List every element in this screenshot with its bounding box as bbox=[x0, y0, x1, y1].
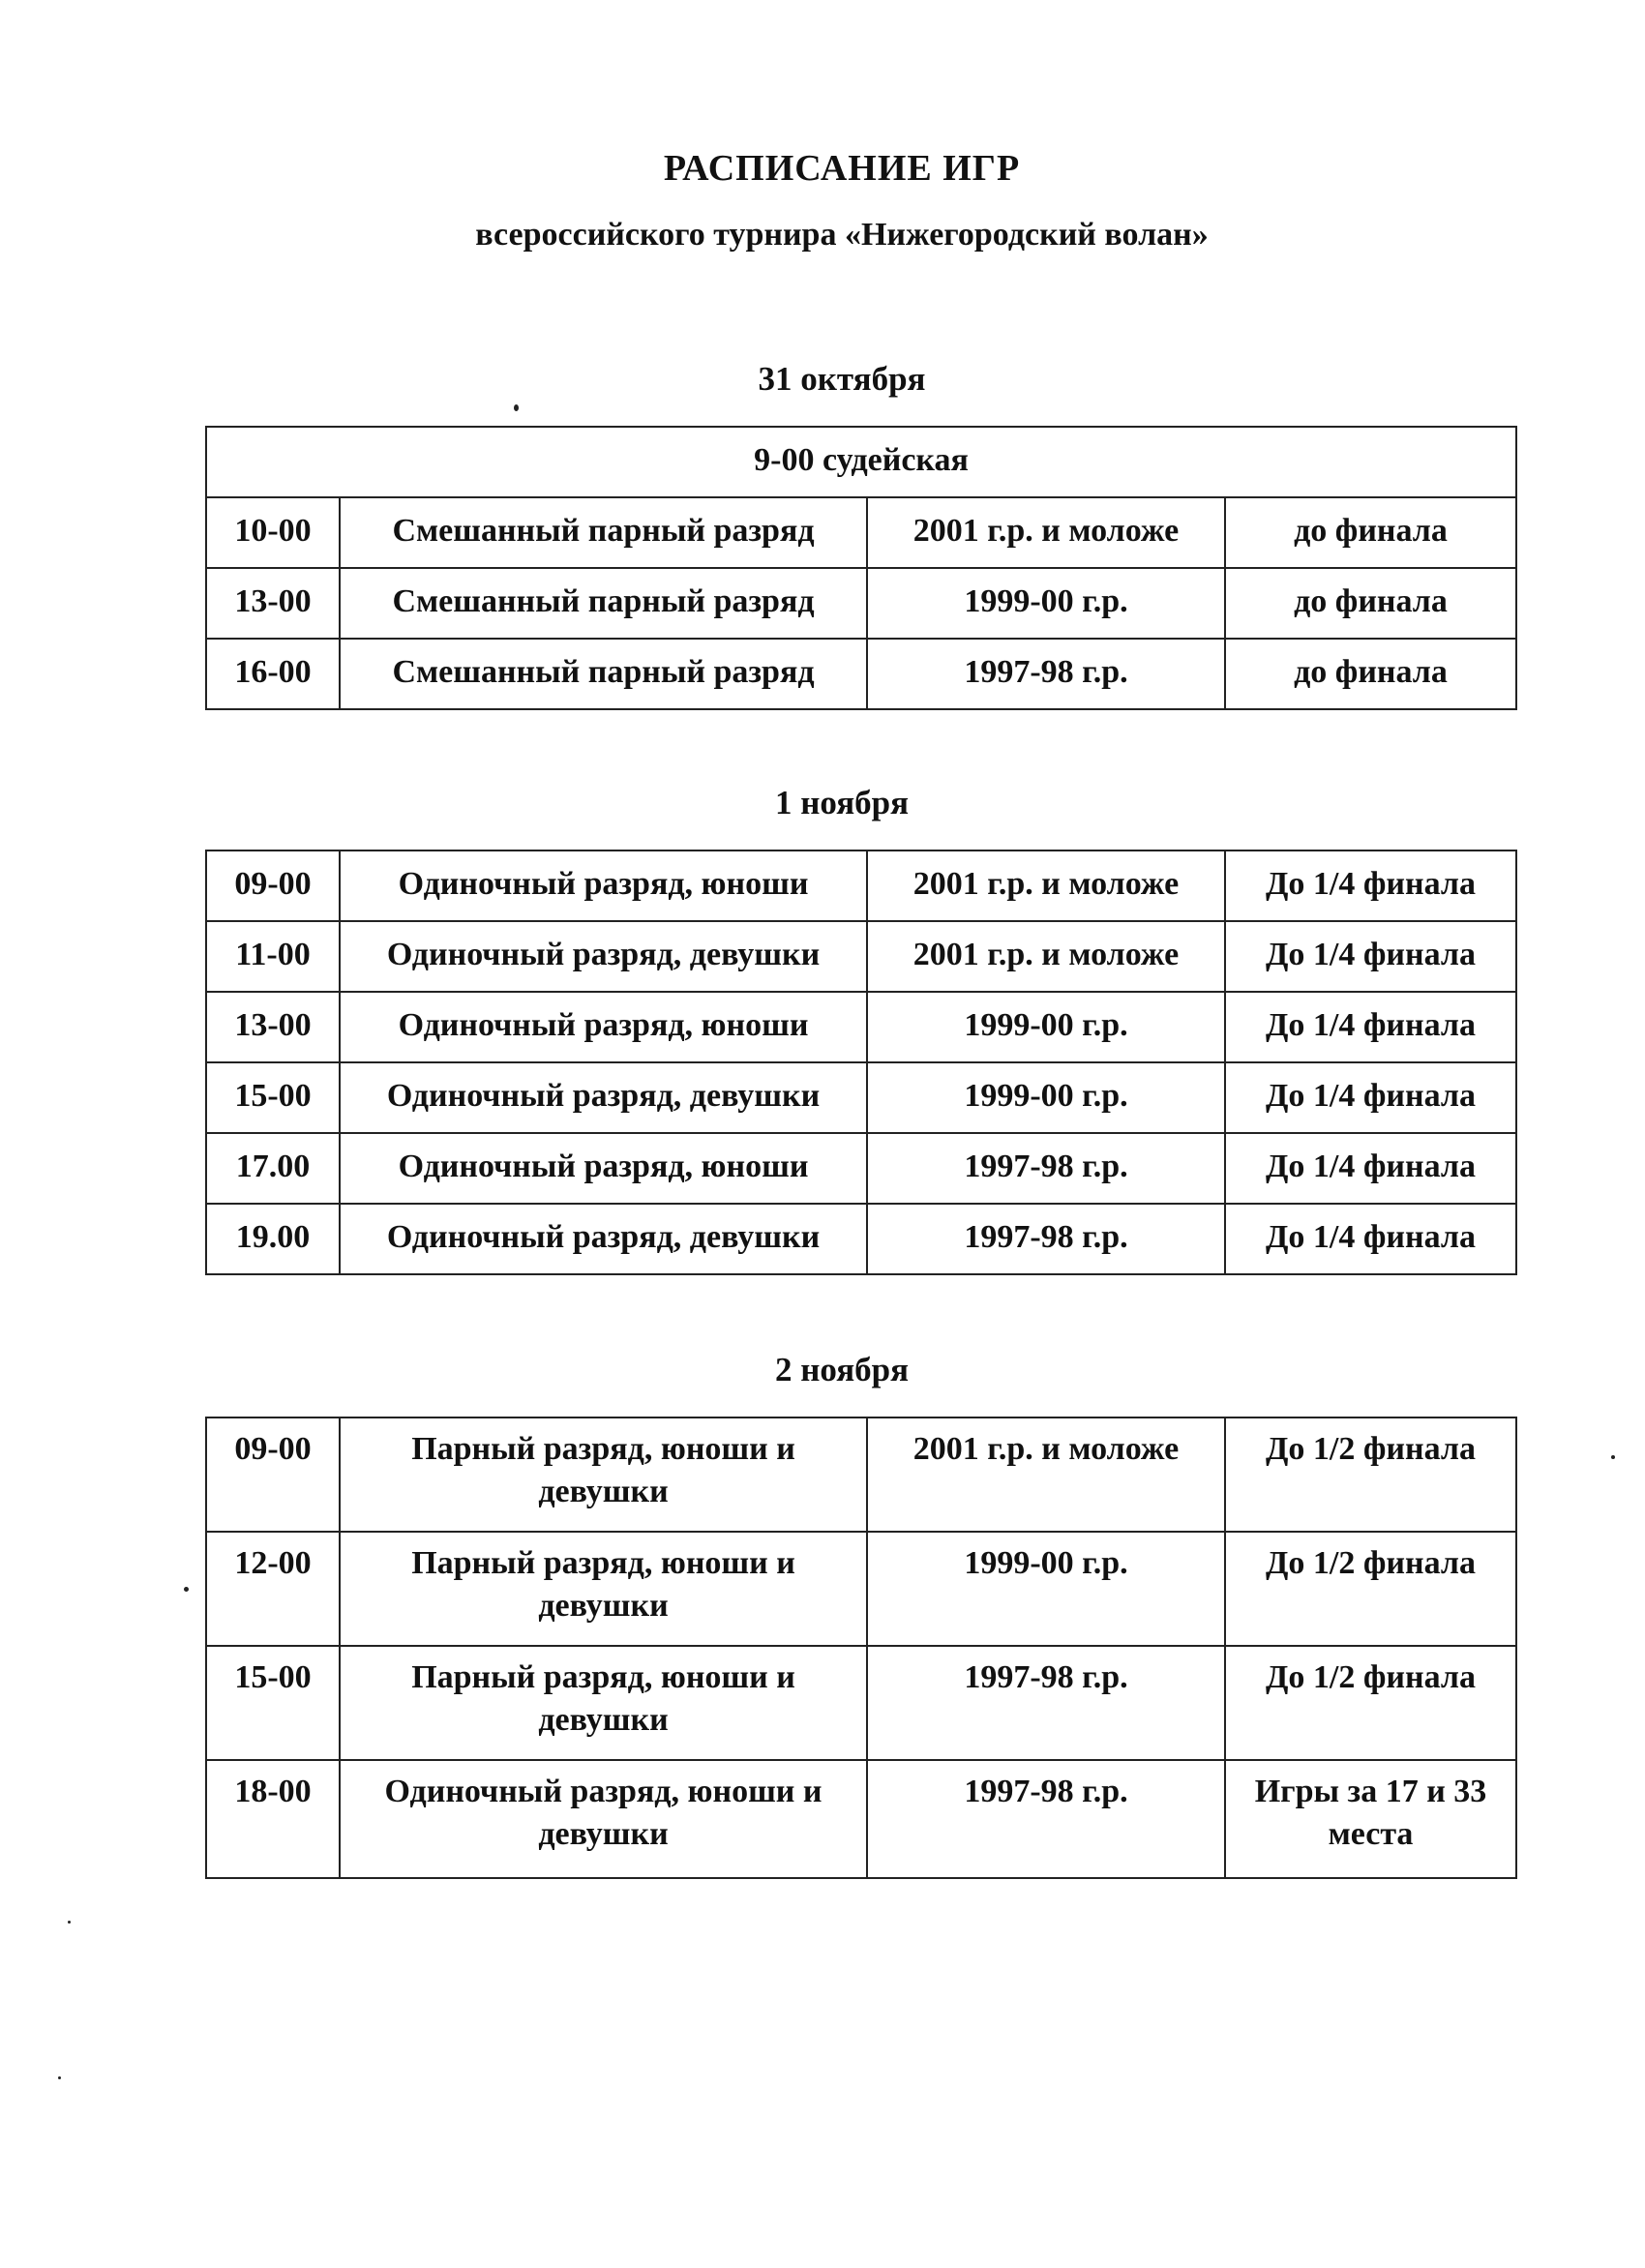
event-cell: Одиночный разряд, девушки bbox=[340, 921, 867, 992]
age-cell: 1997-98 г.р. bbox=[867, 639, 1225, 709]
age-cell: 2001 г.р. и моложе bbox=[867, 497, 1225, 568]
document-title: РАСПИСАНИЕ ИГР bbox=[663, 148, 1021, 189]
table-row bbox=[206, 1760, 1516, 1878]
table-row bbox=[206, 568, 1516, 639]
stage-cell: до финала bbox=[1225, 639, 1516, 709]
event-cell: Одиночный разряд, девушки bbox=[340, 1204, 867, 1274]
table-row bbox=[206, 497, 1516, 568]
scan-speck bbox=[58, 2076, 61, 2079]
age-cell: 2001 г.р. и моложе bbox=[867, 1418, 1225, 1532]
age-cell: 1999-00 г.р. bbox=[867, 1532, 1225, 1646]
stage-cell: до финала bbox=[1225, 497, 1516, 568]
schedule-table-oct-31 bbox=[205, 426, 1517, 710]
time-cell: 15-00 bbox=[206, 1646, 340, 1760]
table-row bbox=[206, 992, 1516, 1062]
table-row bbox=[206, 1133, 1516, 1204]
stage-cell: До 1/4 финала bbox=[1225, 1204, 1516, 1274]
schedule-table-nov-1 bbox=[205, 850, 1517, 1275]
stage-cell: До 1/4 финала bbox=[1225, 850, 1516, 921]
time-cell: 16-00 bbox=[206, 639, 340, 709]
age-cell: 1999-00 г.р. bbox=[867, 992, 1225, 1062]
age-cell: 1997-98 г.р. bbox=[867, 1646, 1225, 1760]
age-cell: 1999-00 г.р. bbox=[867, 568, 1225, 639]
time-cell: 18-00 bbox=[206, 1760, 340, 1878]
table-row bbox=[206, 1646, 1516, 1760]
document-subtitle: всероссийского турнира «Нижегородский волан» bbox=[475, 217, 1209, 253]
table-row bbox=[206, 921, 1516, 992]
day-title-oct-31: 31 октября bbox=[758, 360, 926, 398]
table-row bbox=[206, 1418, 1516, 1532]
time-cell: 12-00 bbox=[206, 1532, 340, 1646]
event-cell: Смешанный парный разряд bbox=[340, 639, 867, 709]
scan-speck bbox=[1611, 1455, 1615, 1459]
time-cell: 11-00 bbox=[206, 921, 340, 992]
stage-cell: До 1/4 финала bbox=[1225, 921, 1516, 992]
event-cell: Парный разряд, юноши и девушки bbox=[340, 1646, 867, 1760]
stage-cell: До 1/4 финала bbox=[1225, 992, 1516, 1062]
stage-cell: До 1/2 финала bbox=[1225, 1646, 1516, 1760]
table-row bbox=[206, 850, 1516, 921]
time-cell: 10-00 bbox=[206, 497, 340, 568]
stage-cell: До 1/4 финала bbox=[1225, 1062, 1516, 1133]
day-title-nov-2: 2 ноября bbox=[774, 1351, 910, 1388]
stage-cell: До 1/2 финала bbox=[1225, 1532, 1516, 1646]
time-cell: 13-00 bbox=[206, 568, 340, 639]
age-cell: 1997-98 г.р. bbox=[867, 1204, 1225, 1274]
event-cell: Одиночный разряд, юноши и девушки bbox=[340, 1760, 867, 1878]
table-row bbox=[206, 1062, 1516, 1133]
age-cell: 1999-00 г.р. bbox=[867, 1062, 1225, 1133]
day-title-nov-1: 1 ноября bbox=[774, 784, 910, 821]
event-cell: Смешанный парный разряд bbox=[340, 497, 867, 568]
event-cell: Одиночный разряд, юноши bbox=[340, 850, 867, 921]
time-cell: 09-00 bbox=[206, 850, 340, 921]
stage-cell: До 1/4 финала bbox=[1225, 1133, 1516, 1204]
age-cell: 1997-98 г.р. bbox=[867, 1133, 1225, 1204]
stage-cell: до финала bbox=[1225, 568, 1516, 639]
scan-speck bbox=[514, 404, 519, 411]
age-cell: 1997-98 г.р. bbox=[867, 1760, 1225, 1878]
event-cell: Парный разряд, юноши и девушки bbox=[340, 1418, 867, 1532]
time-cell: 19.00 bbox=[206, 1204, 340, 1274]
table-row bbox=[206, 639, 1516, 709]
stage-cell: До 1/2 финала bbox=[1225, 1418, 1516, 1532]
time-cell: 09-00 bbox=[206, 1418, 340, 1532]
event-cell: Одиночный разряд, юноши bbox=[340, 992, 867, 1062]
stage-cell: Игры за 17 и 33 места bbox=[1225, 1760, 1516, 1878]
time-cell: 17.00 bbox=[206, 1133, 340, 1204]
event-cell: Одиночный разряд, девушки bbox=[340, 1062, 867, 1133]
time-cell: 13-00 bbox=[206, 992, 340, 1062]
event-cell: Смешанный парный разряд bbox=[340, 568, 867, 639]
scan-speck bbox=[184, 1587, 189, 1592]
schedule-table-nov-2 bbox=[205, 1417, 1517, 1879]
event-cell: Одиночный разряд, юноши bbox=[340, 1133, 867, 1204]
table-row bbox=[206, 1532, 1516, 1646]
age-cell: 2001 г.р. и моложе bbox=[867, 850, 1225, 921]
scan-speck bbox=[68, 1921, 71, 1924]
table-row bbox=[206, 1204, 1516, 1274]
table-row bbox=[206, 427, 1516, 497]
time-cell: 15-00 bbox=[206, 1062, 340, 1133]
judges-meeting-cell: 9-00 судейская bbox=[206, 427, 1516, 497]
age-cell: 2001 г.р. и моложе bbox=[867, 921, 1225, 992]
event-cell: Парный разряд, юноши и девушки bbox=[340, 1532, 867, 1646]
